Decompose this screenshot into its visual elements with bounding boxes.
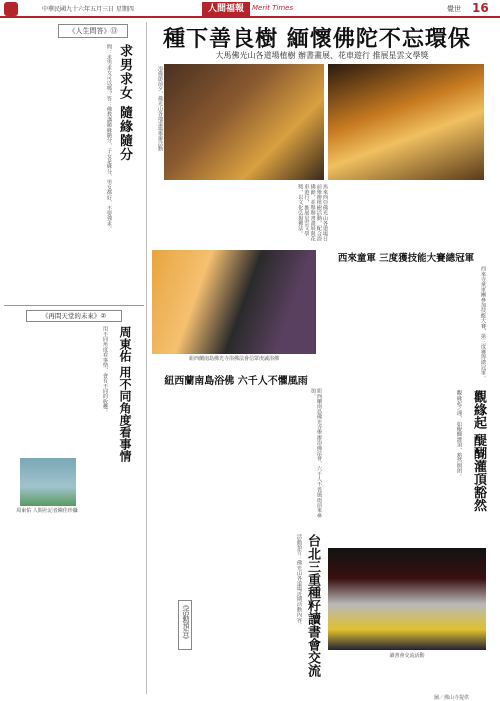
portrait-photo — [20, 458, 76, 506]
taipei-photo — [328, 548, 486, 650]
divider — [4, 305, 144, 306]
left-column-body: 問：求男求女可以嗎？答：佛教講隨緣隨分，子女是緣分，男女都好，不要強求。 — [106, 44, 112, 232]
header-date: 中華民國九十六年五月三日 星期四 — [42, 6, 134, 13]
event-body: 活動預告：佛光山各道場近期活動內容。 — [296, 534, 302, 628]
nz-photo-caption: 紐西蘭南島佛光寺浴佛法會信眾虔誠浴佛 — [188, 356, 279, 362]
column-divider — [146, 22, 147, 694]
main-photo-right — [328, 64, 484, 180]
photo1-caption: 浴佛節前夕，佛光山各地道場舉辦活動 — [157, 66, 163, 151]
left-bottom-title: 周東佑 用不同角度看事情 — [118, 326, 132, 463]
main-photo-left — [164, 64, 324, 180]
photo-credit: 圖／佛山寺提供 — [434, 695, 470, 701]
main-headline: 種下善良樹 緬懷佛陀不忘環保 — [163, 27, 471, 52]
guan-headline: 觀緣起 醍醐灌頂豁然 — [471, 390, 486, 512]
page-number: 16 — [472, 1, 489, 15]
portrait-caption: 周東佑 人間社記者陳佳珍攝 — [16, 508, 78, 514]
lotus-logo-icon — [4, 2, 18, 16]
left-bottom-body: 用不同角度看事情，會有不同的收穫。 — [102, 326, 108, 415]
left-column-title: 求男求女 隨緣隨分 — [117, 44, 132, 162]
main-subtitle: 大馬佛光山各道場植樹 辦書畫展、花車遊行 推展星雲文學獎 — [215, 51, 429, 60]
event-header: 《活動預告》 — [178, 600, 192, 650]
nz-body: 紐西蘭南島佛光寺舉辦浴佛法會，六千人不畏風雨前來參加。 — [309, 388, 322, 518]
taipei-photo-caption: 讀書會交流活動 — [389, 653, 425, 659]
west-body: 西來寺童軍團參加技能大賽，第三度獲得總冠軍。 — [480, 266, 486, 381]
nz-headline: 紐西蘭南島浴佛 六千人不懼風雨 — [164, 376, 308, 387]
masthead: 人間福報 — [202, 2, 250, 16]
main-body: 馬來西亞佛光山各道場日前舉辦植樹活動，配合浴佛節，並舉辦書畫展與花車遊行，推展星雲文學獎，以文化弘揚佛法。 — [297, 184, 328, 242]
west-headline: 西來童軍 三度獲技能大賽總冠軍 — [337, 253, 475, 264]
nz-photo — [152, 250, 316, 354]
left-bottom-header: 《再問天堂的未來》② — [26, 310, 122, 322]
guan-body: 觀緣起之理，如醍醐灌頂，豁然開朗。 — [456, 390, 462, 479]
section-name: 覺世 — [447, 5, 461, 13]
taipei-headline: 台北三重種籽讀書會交流 — [305, 534, 320, 677]
left-column-header: 《人生問答》⑬ — [58, 24, 128, 38]
masthead-en: Merit Times — [252, 4, 294, 12]
